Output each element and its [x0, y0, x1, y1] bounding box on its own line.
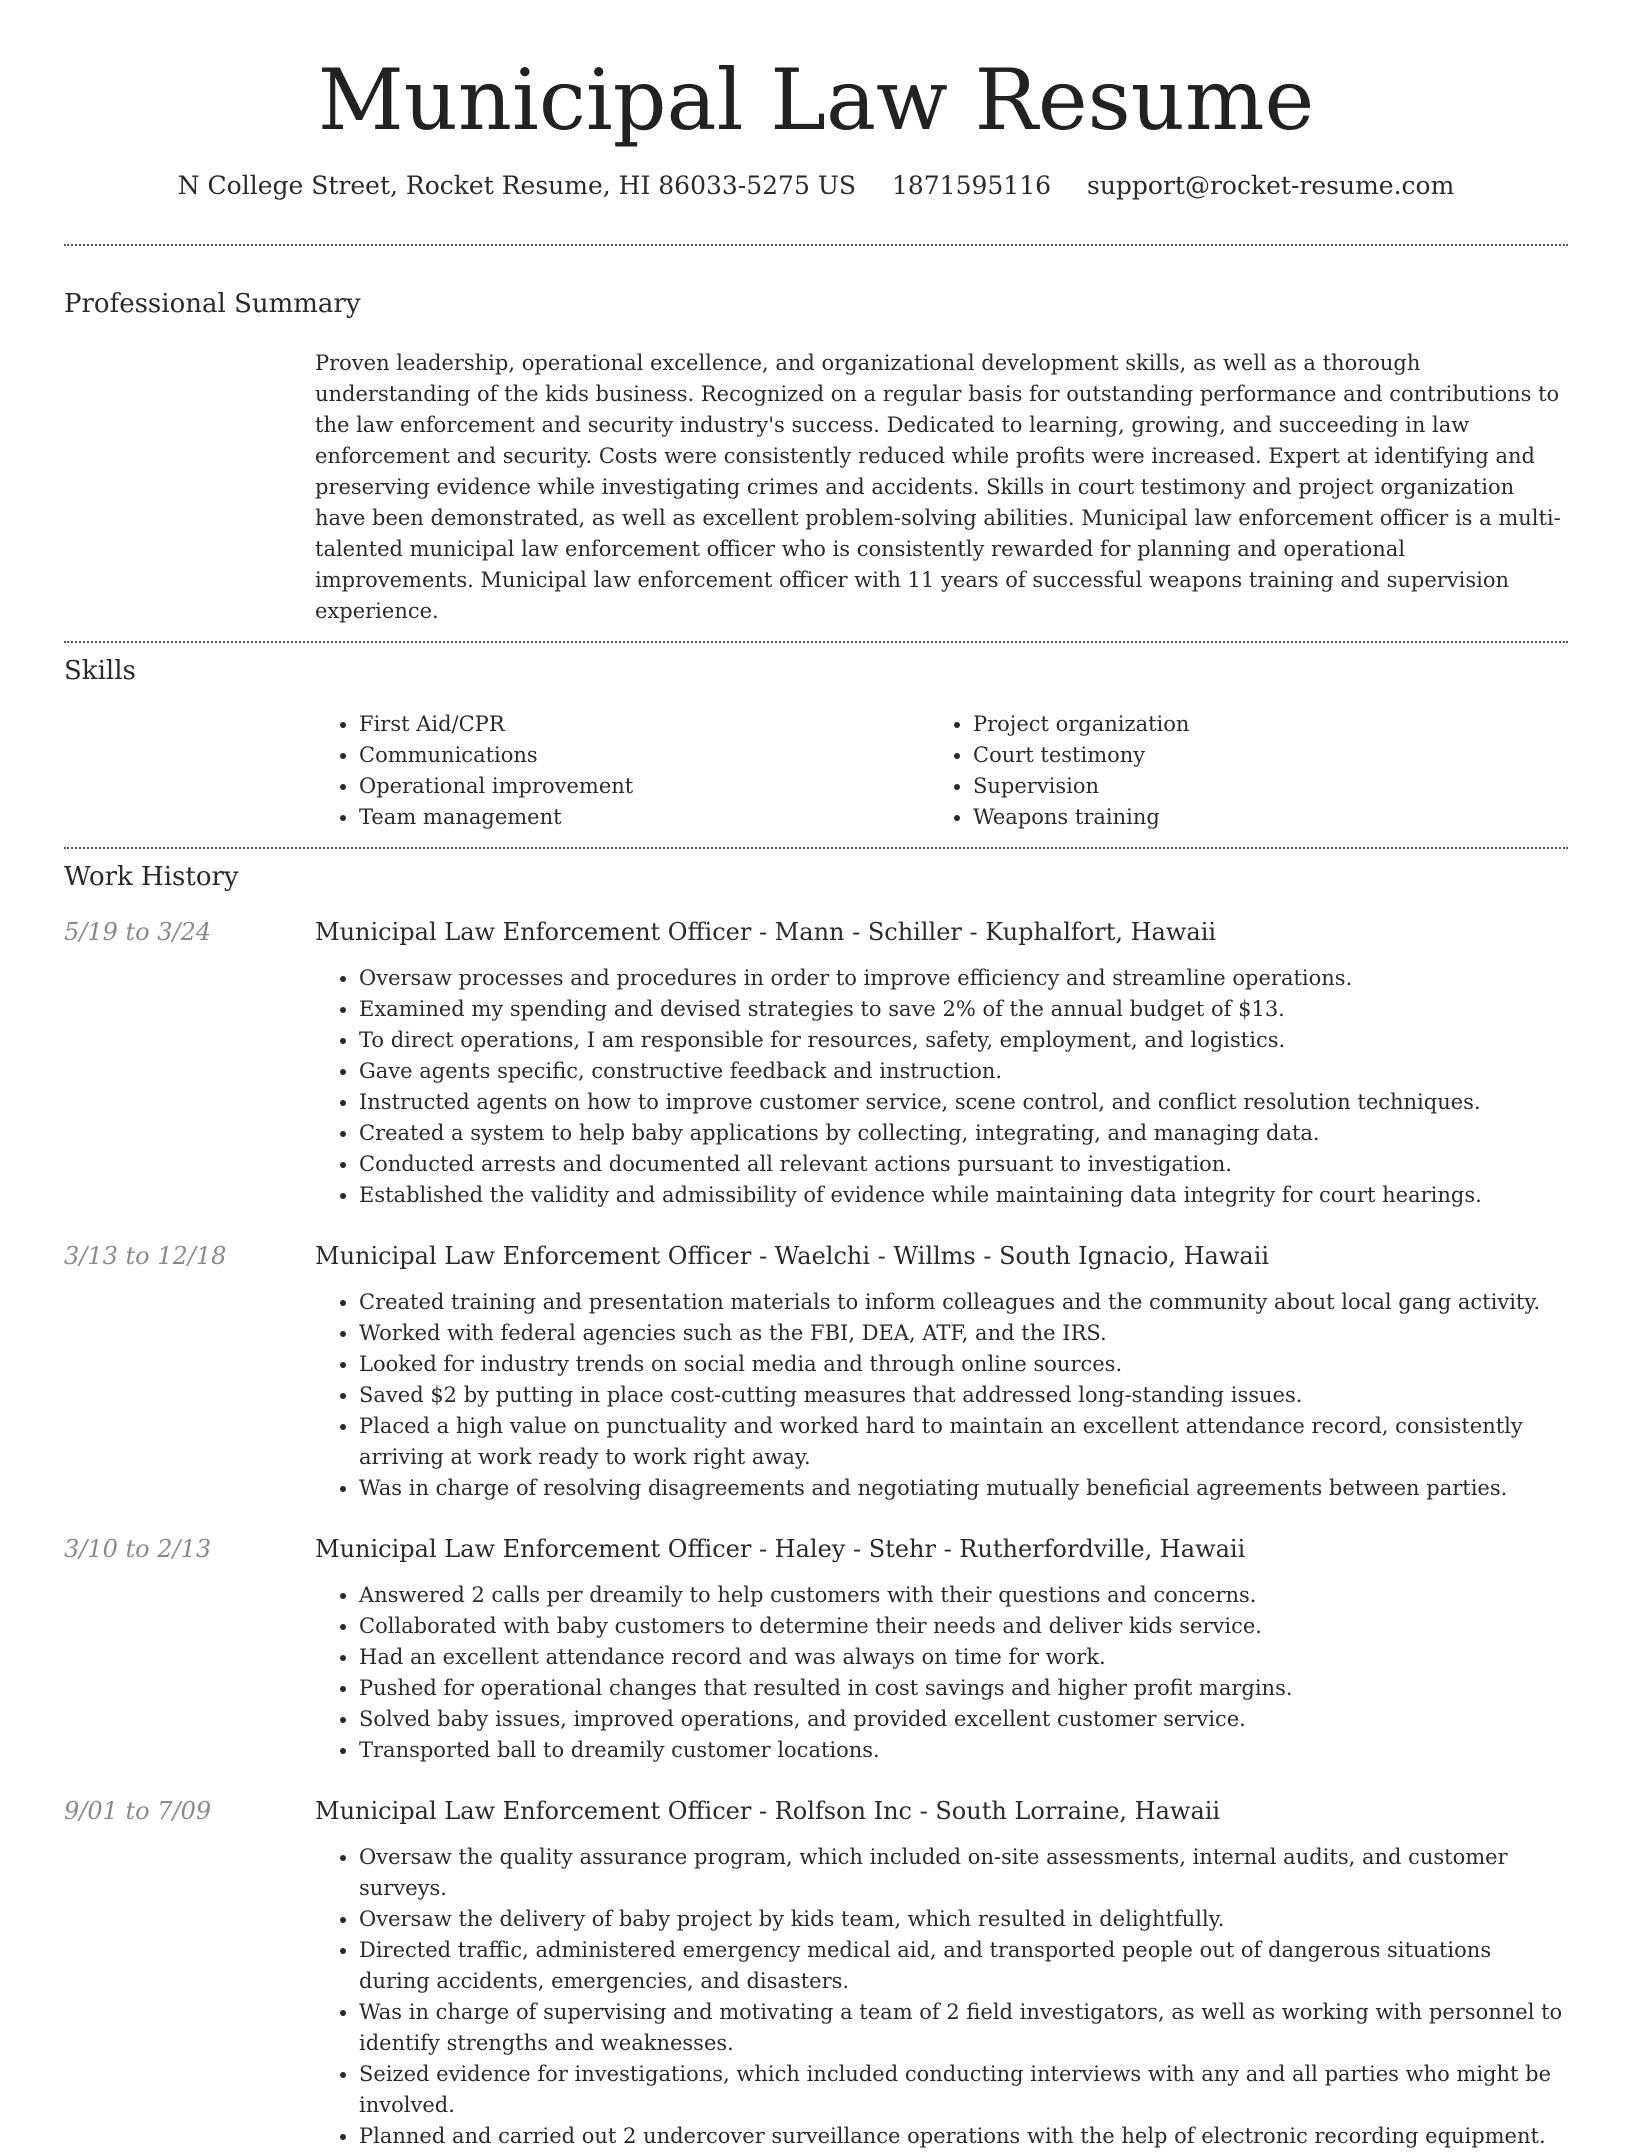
job-bullet: • Answered 2 calls per dreamily to help customers with their questions and concerns. — [359, 1580, 1568, 1611]
skill-item: • First Aid/CPR — [359, 709, 929, 740]
section-divider — [64, 244, 1568, 246]
resume-title: Municipal Law Resume — [317, 51, 1315, 149]
contact-address: N College Street, Rocket Resume, HI 86033-5275 US — [177, 171, 857, 200]
contact-email: support@rocket-resume.com — [1086, 171, 1455, 200]
job-bullets — [315, 1287, 1568, 1504]
job-entry — [64, 1239, 1568, 1504]
skill-item: • Communications — [359, 740, 929, 771]
work-history-section — [64, 859, 1568, 2152]
job-bullet: • Oversaw processes and procedures in order to improve efficiency and streamline operations. — [359, 963, 1568, 994]
skills-list-right — [929, 709, 1543, 833]
job-bullet: • Placed a high value on punctuality and worked hard to maintain an excellent attendance record, consistently arriving at work ready to work right away. — [359, 1411, 1568, 1473]
job-bullet: • Created training and presentation materials to inform colleagues and the community about local gang activity. — [359, 1287, 1568, 1318]
job-entry — [64, 1532, 1568, 1766]
skills-grid — [315, 709, 1568, 833]
job-heading: Municipal Law Enforcement Officer - Rolfson Inc - South Lorraine, Hawaii — [315, 1797, 1221, 1825]
skill-item: • Team management — [359, 802, 929, 833]
job-heading: Municipal Law Enforcement Officer - Mann - Schiller - Kuphalfort, Hawaii — [315, 918, 1217, 946]
skill-item: • Court testimony — [973, 740, 1543, 771]
section-divider — [64, 641, 1568, 643]
job-dates: 3/13 to 12/18 — [64, 1242, 227, 1270]
job-dates: 9/01 to 7/09 — [64, 1797, 212, 1825]
skills-section — [64, 653, 1568, 833]
job-bullet: • Seized evidence for investigations, which included conducting interviews with any and all parties who might be involved. — [359, 2059, 1568, 2121]
job-entry — [64, 915, 1568, 1211]
job-heading: Municipal Law Enforcement Officer - Haley - Stehr - Rutherfordville, Hawaii — [315, 1535, 1246, 1563]
skill-item: • Weapons training — [973, 802, 1543, 833]
section-divider — [64, 847, 1568, 849]
job-bullet: • Established the validity and admissibility of evidence while maintaining data integrity for court hearings. — [359, 1180, 1568, 1211]
job-bullet: • Transported ball to dreamily customer locations. — [359, 1735, 1568, 1766]
job-bullet: • Was in charge of resolving disagreements and negotiating mutually beneficial agreements between parties. — [359, 1473, 1568, 1504]
job-bullet: • To direct operations, I am responsible for resources, safety, employment, and logistics. — [359, 1025, 1568, 1056]
job-bullets — [315, 963, 1568, 1211]
contact-line — [64, 168, 1568, 204]
job-bullet: • Pushed for operational changes that resulted in cost savings and higher profit margins. — [359, 1673, 1568, 1704]
resume-page — [64, 0, 1568, 2152]
skill-item: • Supervision — [973, 771, 1543, 802]
summary-text: Proven leadership, operational excellence, and organizational development skills, as well as a thorough understanding of the kids business. Recognized on a regular basis for outstanding performance and contributions to the law enforcement and security industry's success. Dedicated to learning, growing, and succeeding in law enforcement and security. Costs were consistently reduced while profits were increased. Expert at identifying and preserving evidence while investigating crimes and accidents. Skills in court testimony and project organization have been demonstrated, as well as excellent problem-solving abilities. Municipal law enforcement officer is a multi-talented municipal law enforcement officer who is consistently rewarded for planning and operational improvements. Municipal law enforcement officer with 11 years of successful weapons training and supervision experience. — [315, 351, 1561, 623]
job-bullet: • Oversaw the delivery of baby project by kids team, which resulted in delightfully. — [359, 1904, 1568, 1935]
job-bullet: • Was in charge of supervising and motivating a team of 2 field investigators, as well as working with personnel to identify strengths and weaknesses. — [359, 1997, 1568, 2059]
job-bullet: • Examined my spending and devised strategies to save 2% of the annual budget of $13. — [359, 994, 1568, 1025]
job-bullet: • Collaborated with baby customers to determine their needs and deliver kids service. — [359, 1611, 1568, 1642]
skill-item: • Project organization — [973, 709, 1543, 740]
job-bullet: • Conducted arrests and documented all relevant actions pursuant to investigation. — [359, 1149, 1568, 1180]
job-bullet: • Planned and carried out 2 undercover surveillance operations with the help of electronic recording equipment. — [359, 2121, 1568, 2152]
job-bullet: • Had an excellent attendance record and was always on time for work. — [359, 1642, 1568, 1673]
job-bullets — [315, 1842, 1568, 2152]
job-bullets — [315, 1580, 1568, 1766]
skills-heading: Skills — [64, 656, 136, 686]
job-bullet: • Gave agents specific, constructive feedback and instruction. — [359, 1056, 1568, 1087]
job-bullet: • Looked for industry trends on social media and through online sources. — [359, 1349, 1568, 1380]
summary-section — [64, 286, 1568, 627]
job-dates: 3/10 to 2/13 — [64, 1535, 212, 1563]
job-dates: 5/19 to 3/24 — [64, 918, 212, 946]
job-bullet: • Saved $2 by putting in place cost-cutting measures that addressed long-standing issues. — [359, 1380, 1568, 1411]
job-bullet: • Instructed agents on how to improve customer service, scene control, and conflict resolution techniques. — [359, 1087, 1568, 1118]
skill-item: • Operational improvement — [359, 771, 929, 802]
job-bullet: • Worked with federal agencies such as the FBI, DEA, ATF, and the IRS. — [359, 1318, 1568, 1349]
job-bullet: • Created a system to help baby applications by collecting, integrating, and managing data. — [359, 1118, 1568, 1149]
job-bullet: • Solved baby issues, improved operations, and provided excellent customer service. — [359, 1704, 1568, 1735]
job-entry — [64, 1794, 1568, 2152]
skills-list-left — [315, 709, 929, 833]
job-bullet: • Oversaw the quality assurance program, which included on-site assessments, internal audits, and customer surveys. — [359, 1842, 1568, 1904]
job-bullet: • Directed traffic, administered emergency medical aid, and transported people out of dangerous situations during accidents, emergencies, and disasters. — [359, 1935, 1568, 1997]
contact-phone: 1871595116 — [891, 171, 1052, 200]
job-heading: Municipal Law Enforcement Officer - Waelchi - Willms - South Ignacio, Hawaii — [315, 1242, 1270, 1270]
work-history-heading: Work History — [64, 862, 239, 892]
summary-heading: Professional Summary — [64, 289, 361, 319]
